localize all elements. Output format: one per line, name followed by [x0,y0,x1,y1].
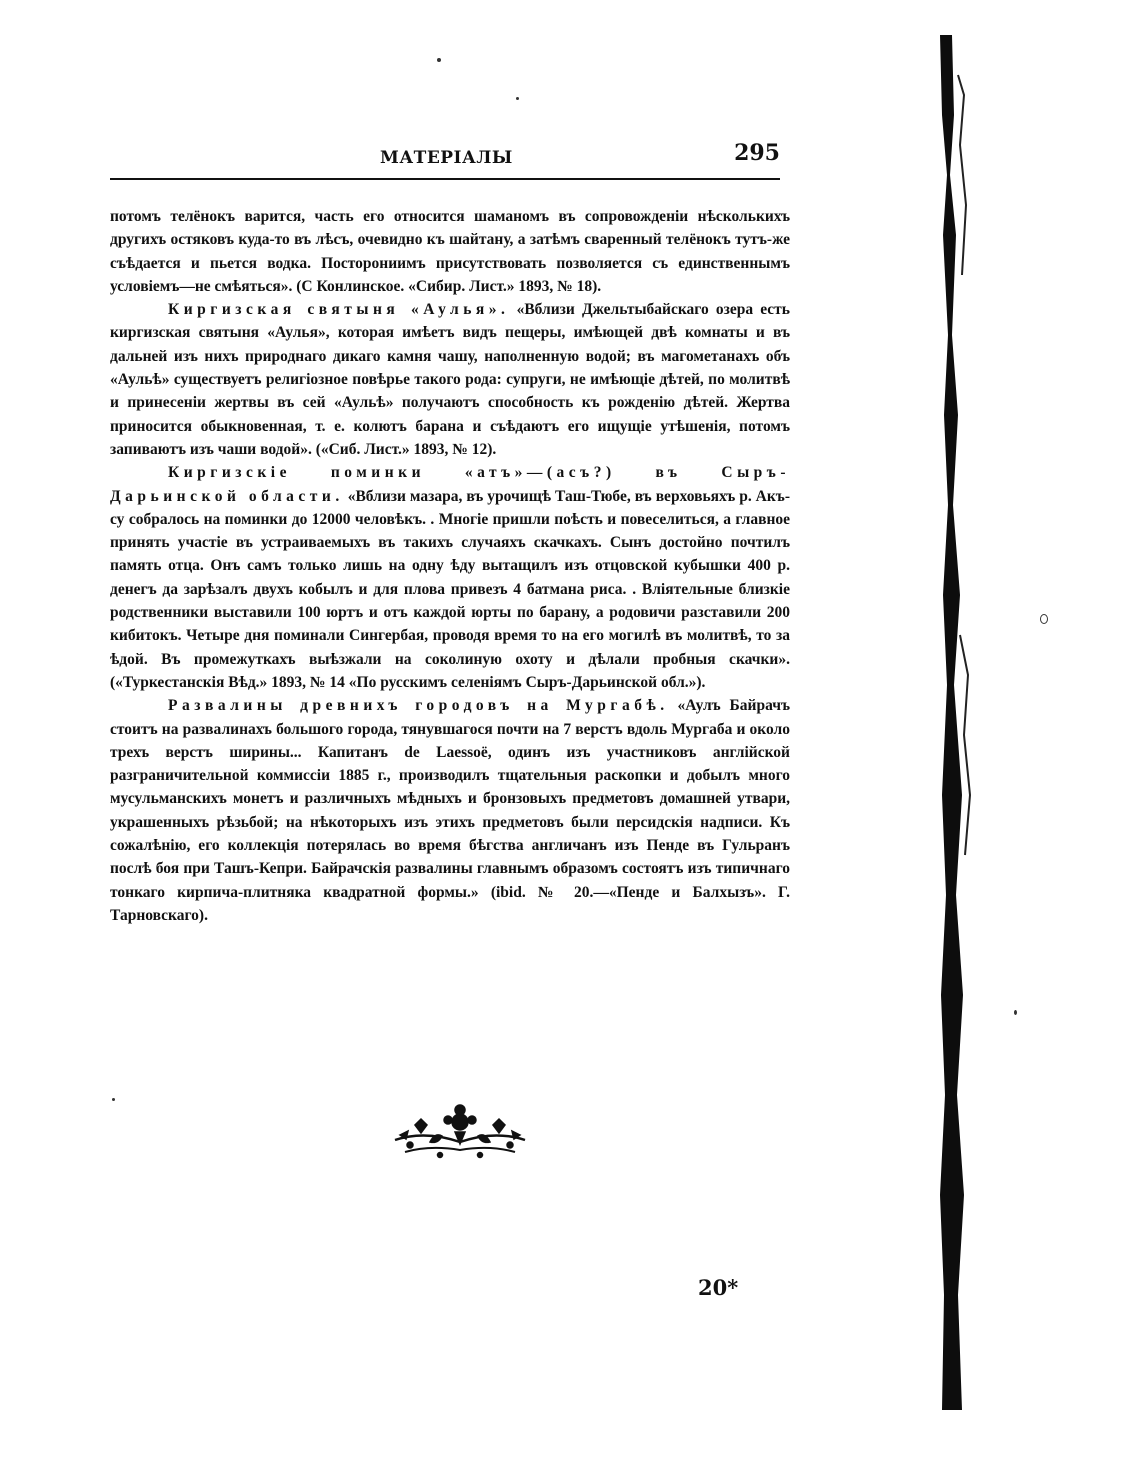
paragraph-4 [110,694,790,927]
section-title-pominki: Киргизскіе поминки «атъ»—(асъ?) въ Сыръ-Дарьинской области. [110,464,790,505]
header-rule [110,178,780,180]
scan-speck [437,58,441,62]
section-title-aulya: Киргизская святыня «Аулья». [168,301,510,319]
paragraph-1-text: потомъ телёнокъ варится, часть его относится шаманомъ въ сопровожденіи нѣсколькихъ другихъ остяковъ куда-то въ лѣсъ, очевидно къ шайтану, а затѣмъ сваренный телёнокъ тутъ-же съѣдается и пьется водка. Посторониимъ присутствовать позволяется съ единственнымъ условіемъ—не смѣяться». (С Конлинское. «Сибир. Лист.» 1893, № 18). [110,208,790,295]
scan-speck [516,97,519,100]
page-header [110,140,780,180]
running-title: МАТЕРІАЛЫ [380,148,513,168]
floral-ornament-icon [385,1100,535,1162]
paragraph-1 [110,205,790,298]
section-title-murgab: Развалины древнихъ городовъ на Мургабѣ. [168,697,669,715]
paragraph-4-text: «Аулъ Байрачъ стоитъ на развалинахъ большого города, тянувшагося почти на 7 верстъ вдоль Мургаба и около трехъ верстъ ширины... Капитанъ de Laessoё, одинъ изъ участниковъ англійской разграничительной коммиссіи 1885 г., производилъ тщательныя раскопки и добылъ много мусульманскихъ монетъ и различныхъ мѣдныхъ и бронзовыхъ предметовъ домашней утвари, украшенныхъ рѣзьбой; на нѣкоторыхъ изъ этихъ предметовъ были персидскія надписи. Къ сожалѣнію, его коллекція потерялась во время бѣгства англичанъ изъ Пенде въ Гульранъ послѣ боя при Ташъ-Кепри. Байрачскія развалины главнымъ образомъ состоятъ изъ типичнаго тонкаго кирпича-плитняка квадратной формы.» (ibid. № 20.—«Пенде и Балхызъ». Г. Тарновскаго). [110,697,790,924]
page-number: 295 [734,140,780,166]
paragraph-2-text: «Вблизи Джельтыбайскаго озера есть киргизская святыня «Аулья», которая имѣетъ видъ пещеры, имѣющей двѣ комнаты и въ дальней изъ нихъ природнаго дикаго камня чашу, наполненную водой; въ магометанахъ объ «Аульѣ» существуетъ религіозное повѣрье такого рода: супруги, не имѣющіе дѣтей, по молитвѣ и принесеніи жертвы въ сей «Аульѣ» получаютъ способность къ рожденію дѣтей. Жертва приносится обыкновенная, т. е. колютъ барана и съѣдаютъ его ищущіе утѣшенія, потомъ запиваютъ изъ чаши водой». («Сиб. Лист.» 1893, № 12). [110,301,790,458]
paragraph-2 [110,298,790,461]
scan-edge-shadow [938,35,974,1410]
scan-speck [112,1098,115,1101]
paragraph-3-text: «Вблизи мазара, въ урочищѣ Таш-Тюбе, въ верховьяхъ р. Акъ-су собралось на поминки до 12000 человѣкъ. . Многіе пришли поѣсть и повеселиться, а главное принять участіе въ устраиваемыхъ въ такихъ случаяхъ скачкахъ. Сынъ достойно почтилъ память отца. Онъ самъ только лишь на одну ѣду вытащилъ изъ отцовской кубышки 400 р. денегъ да зарѣзалъ двухъ кобылъ и для плова привезъ 4 батмана риса. . Влiятельные близкіе родственники выставили 100 юртъ и отъ каждой юрты по барану, а родовичи разставили 200 кибитокъ. Четыре дня поминали Сингербая, проводя время то на его могилѣ въ молитвѣ, то за ѣдой. Въ промежуткахъ выѣзжали на соколиную охоту и дѣлали пробныя скачки». («Туркестанскія Вѣд.» 1893, № 14 «По русскимъ селеніямъ Сыръ-Дарьинской обл.»). [110,487,790,691]
scan-speck [1014,1010,1017,1015]
body-text [110,205,790,927]
paragraph-3 [110,461,790,694]
margin-circle-mark [1040,614,1048,624]
signature-mark: 20* [698,1275,739,1300]
